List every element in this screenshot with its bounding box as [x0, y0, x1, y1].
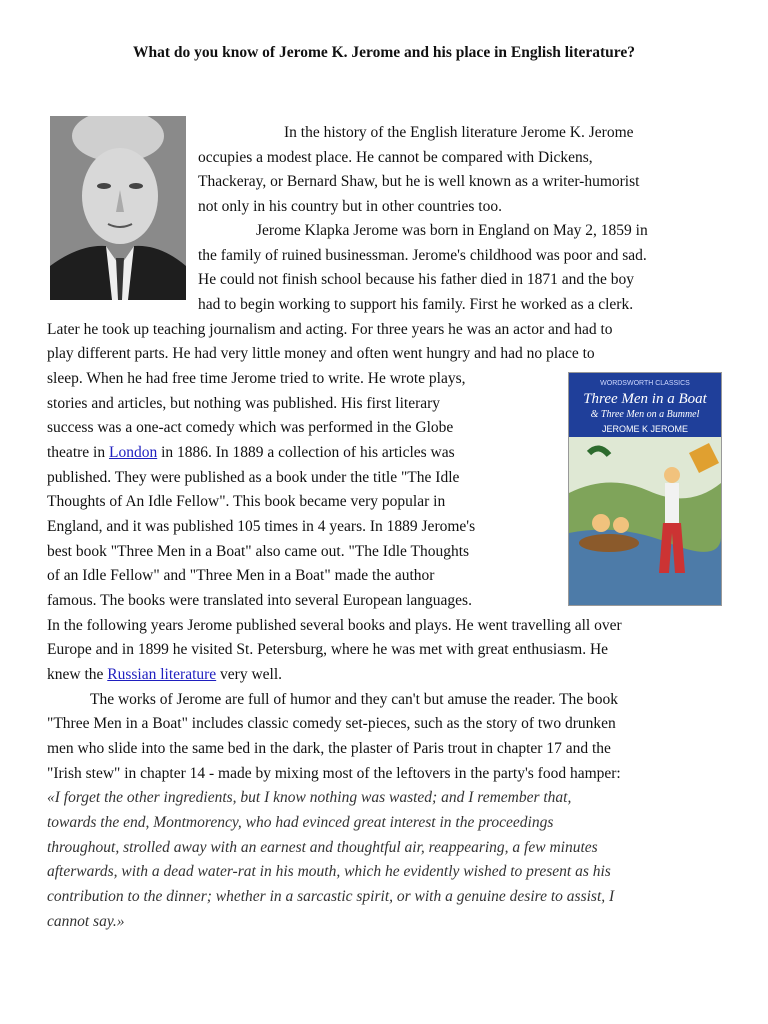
- cover-title2: & Three Men on a Bummel: [590, 409, 700, 420]
- line-text: in 1886. In 1889 a collection of his articles was: [161, 444, 455, 461]
- paragraph-line: of an Idle Fellow" and "Three Men in a Boat" made the author: [47, 567, 435, 584]
- jerome-portrait-image: [50, 116, 186, 300]
- line-text: knew the: [47, 666, 104, 683]
- paragraph-line: In the following years Jerome published several books and plays. He went travelling all over: [47, 617, 622, 634]
- cover-series: WORDSWORTH CLASSICS: [600, 380, 690, 387]
- quote-line: contribution to the dinner; whether in a sarcastic spirit, or with a genuine desire to assist, I: [47, 888, 615, 905]
- paragraph-line: "Three Men in a Boat" includes classic comedy set-pieces, such as the story of two drunken: [47, 715, 616, 732]
- quote-line: cannot say.»: [47, 913, 125, 930]
- paragraph-line: Thackeray, or Bernard Shaw, but he is well known as a writer-humorist: [198, 173, 640, 190]
- paragraph-line: Later he took up teaching journalism and acting. For three years he was an actor and had to: [47, 321, 613, 338]
- paragraph-line: success was a one-act comedy which was performed in the Globe: [47, 419, 454, 436]
- quote-line: throughout, strolled away with an earnest and thoughtful air, reappearing, a few minutes: [47, 839, 598, 856]
- paragraph-line: England, and it was published 105 times in 4 years. In 1889 Jerome's: [47, 518, 476, 535]
- paragraph-line: He could not finish school because his father died in 1871 and the boy: [198, 271, 635, 288]
- paragraph-line: best book "Three Men in a Boat" also came out. "The Idle Thoughts: [47, 543, 470, 560]
- paragraph-line: Thoughts of An Idle Fellow". This book became very popular in: [47, 493, 446, 510]
- paragraph-line: play different parts. He had very little money and often went hungry and had no place to: [47, 345, 595, 362]
- paragraph-line: stories and articles, but nothing was published. His first literary: [47, 395, 441, 412]
- paragraph-line: [47, 663, 721, 688]
- russian-literature-link[interactable]: Russian literature: [107, 666, 217, 683]
- line-text: theatre in: [47, 444, 106, 461]
- paragraph-line: occupies a modest place. He cannot be compared with Dickens,: [198, 149, 593, 166]
- quote-line: afterwards, with a dead water-rat in his mouth, which he evidently wished to present as his: [47, 863, 611, 880]
- cover-title1: Three Men in a Boat: [583, 391, 707, 407]
- book-cover-image: [568, 372, 722, 606]
- line-text: very well.: [220, 666, 283, 683]
- paragraph-line: sleep. When he had free time Jerome tried to write. He wrote plays,: [47, 370, 466, 387]
- quote-line: towards the end, Montmorency, who had evinced great interest in the proceedings: [47, 814, 554, 831]
- paragraph-line: [47, 441, 555, 466]
- paragraph-line: Jerome Klapka Jerome was born in England on May 2, 1859 in: [256, 222, 648, 239]
- paragraph-line: famous. The books were translated into several European languages.: [47, 592, 472, 609]
- paragraph-line: In the history of the English literature Jerome K. Jerome: [284, 124, 634, 141]
- document-title: What do you know of Jerome K. Jerome and his place in English literature?: [132, 44, 636, 61]
- paragraph-line: not only in his country but in other countries too.: [198, 198, 502, 215]
- paragraph-line: men who slide into the same bed in the dark, the plaster of Paris trout in chapter 17 and the: [47, 740, 611, 757]
- paragraph-line: The works of Jerome are full of humor and they can't but amuse the reader. The book: [90, 691, 619, 708]
- paragraph-line: had to begin working to support his family. First he worked as a clerk.: [198, 296, 634, 313]
- london-link[interactable]: London: [108, 444, 158, 461]
- paragraph-line: the family of ruined businessman. Jerome's childhood was poor and sad.: [198, 247, 647, 264]
- paragraph-line: published. They were published as a book under the title "The Idle: [47, 469, 460, 486]
- cover-author: JEROME K JEROME: [601, 424, 689, 434]
- paragraph-line: "Irish stew" in chapter 14 - made by mixing most of the leftovers in the party's food hamper:: [47, 765, 621, 782]
- quote-line: «I forget the other ingredients, but I know nothing was wasted; and I remember that,: [47, 789, 572, 806]
- paragraph-line: Europe and in 1899 he visited St. Petersburg, where he was met with great enthusiasm. He: [47, 641, 609, 658]
